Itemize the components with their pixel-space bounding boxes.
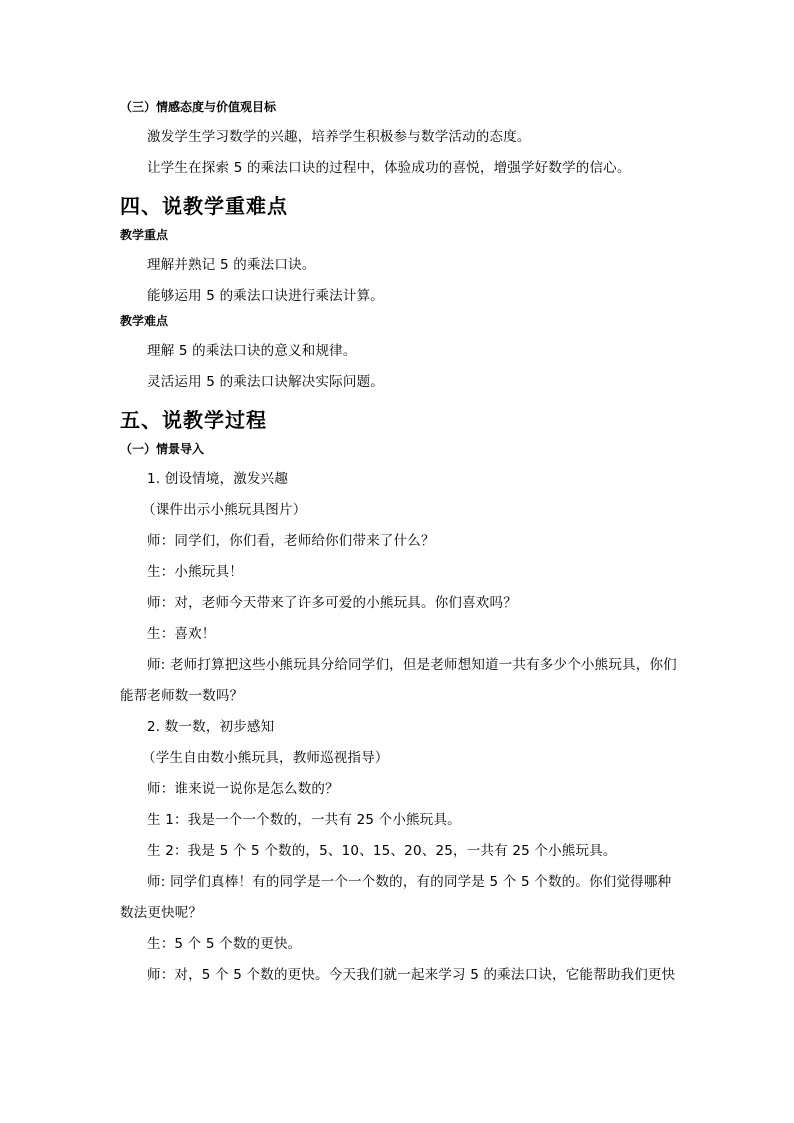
subheading-difficult-points: 教学难点: [120, 314, 169, 328]
paragraph: 激发学生学习数学的兴趣，培养学生积极参与数学活动的态度。: [147, 129, 531, 145]
paragraph: （课件出示小熊玩具图片）: [142, 502, 307, 518]
paragraph: 理解并熟记 5 的乘法口诀。: [147, 257, 316, 273]
paragraph: 生：5 个 5 个数的更快。: [147, 936, 302, 952]
part-title-key-points: 四、说教学重难点: [120, 194, 288, 218]
paragraph: 让学生在探索 5 的乘法口诀的过程中，体验成功的喜悦，增强学好数学的信心。: [147, 160, 631, 176]
paragraph: 师：同学们，你们看，老师给你们带来了什么？: [147, 533, 435, 549]
paragraph: 理解 5 的乘法口诀的意义和规律。: [147, 343, 357, 359]
paragraph: 生 1：我是一个一个数的，一共有 25 个小熊玩具。: [147, 812, 461, 828]
paragraph: 1. 创设情境，激发兴趣: [147, 471, 289, 487]
paragraph: 生 2：我是 5 个 5 个数的，5、10、15、20、25，一共有 25 个小熊玩具。: [147, 843, 617, 859]
paragraph: 生：小熊玩具！: [147, 564, 243, 580]
subheading-scenario-intro: （一）情景导入: [120, 442, 205, 456]
paragraph: 灵活运用 5 的乘法口诀解决实际问题。: [147, 374, 384, 390]
paragraph: 生：喜欢！: [147, 626, 216, 642]
paragraph: 师：对，老师今天带来了许多可爱的小熊玩具。你们喜欢吗？: [147, 595, 517, 611]
section-heading-attitude: （三）情感态度与价值观目标: [120, 100, 277, 114]
document-body: [120, 100, 680, 991]
paragraph: 师：谁来说一说你是怎么数的？: [147, 781, 339, 797]
paragraph: 师: 老师打算把这些小熊玩具分给同学们，但是老师想知道一共有多少个小熊玩具，你们能帮老师数一数吗？: [120, 657, 677, 704]
paragraph: （学生自由数小熊玩具，教师巡视指导）: [142, 750, 389, 766]
paragraph: 师: 同学们真棒！有的同学是一个一个数的，有的同学是 5 个 5 个数的。你们觉得哪种数法更快呢？: [120, 874, 672, 921]
paragraph: 2. 数一数，初步感知: [147, 719, 275, 735]
paragraph: 能够运用 5 的乘法口诀进行乘法计算。: [147, 288, 384, 304]
part-title-teaching-process: 五、说教学过程: [120, 408, 267, 432]
paragraph: 师：对，5 个 5 个数的更快。今天我们就一起来学习 5 的乘法口诀，它能帮助我们更快: [147, 967, 676, 983]
subheading-key-points: 教学重点: [120, 228, 169, 242]
